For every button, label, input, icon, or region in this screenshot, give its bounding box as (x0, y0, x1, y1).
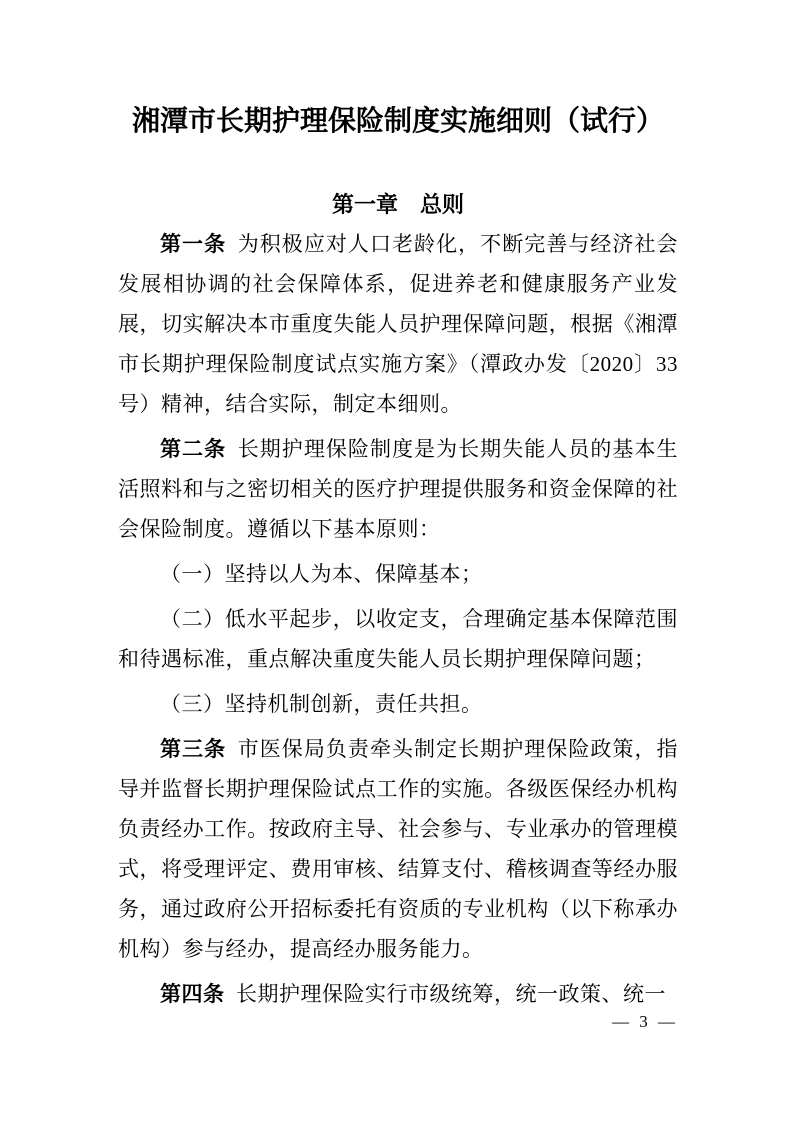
article-number: 第三条 (160, 737, 227, 761)
paragraph: 第三条 市医保局负责牵头制定长期护理保险政策，指导并监督长期护理保险试点工作的实施。各级医保经办机构负责经办工作。按政府主导、社会参与、专业承办的管理模式，将受理评定、费用审核、结算支付、稽核调查等经办服务，通过政府公开招标委托有资质的专业机构（以下称承办机构）参与经办，提高经办服务能力。 (118, 737, 679, 961)
document-title: 湘潭市长期护理保险制度实施细则（试行） (131, 106, 664, 137)
chapter-heading: 第一章 总则 (331, 192, 464, 217)
article-number: 第二条 (160, 437, 227, 461)
article-number: 第一条 (160, 232, 227, 256)
document-body (118, 224, 678, 1014)
paragraph: 第二条 长期护理保险制度是为长期失能人员的基本生活照料和与之密切相关的医疗护理提供服务和资金保障的社会保险制度。遵循以下基本原则： (118, 437, 679, 541)
paragraph: （二）低水平起步，以收定支，合理确定基本保障范围和待遇标准，重点解决重度失能人员长期护理保障问题； (118, 607, 678, 671)
paragraph: 第一条 为积极应对人口老龄化，不断完善与经济社会发展相协调的社会保障体系，促进养老和健康服务产业发展，切实解决本市重度失能人员护理保障问题，根据《湘潭市长期护理保险制度试点实施方案》（潭政办发〔2020〕33号）精神，结合实际，制定本细则。 (118, 232, 679, 416)
page-number: — 3 — (612, 1012, 678, 1031)
paragraph: （一）坚持以人为本、保障基本； (160, 562, 483, 586)
article-number: 第四条 (160, 982, 225, 1006)
document-content (118, 0, 678, 1019)
paragraph: 第四条 长期护理保险实行市级统筹，统一政策、统一 (160, 982, 667, 1006)
paragraph: （三）坚持机制创新，责任共担。 (160, 692, 483, 716)
